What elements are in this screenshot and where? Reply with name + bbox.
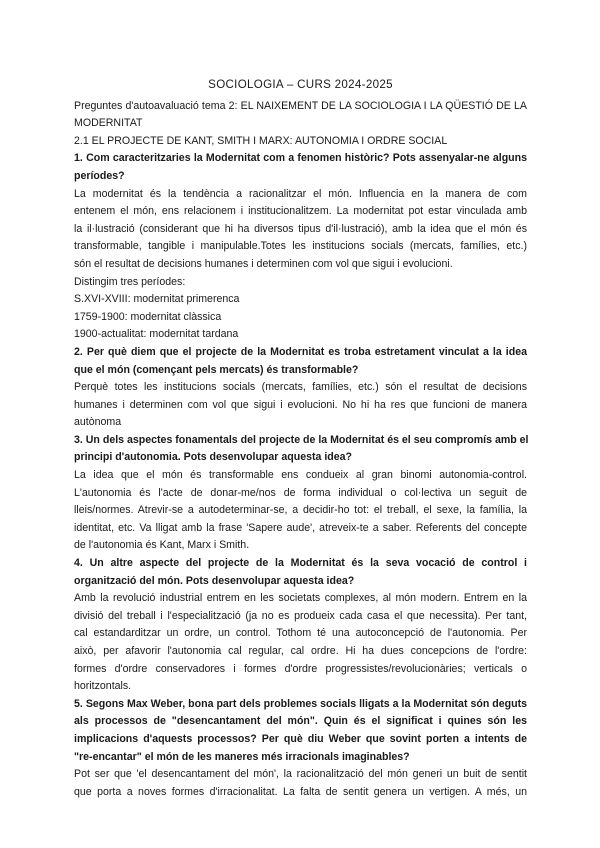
question-1: períodes? bbox=[74, 169, 125, 182]
subtitle-line: Preguntes d'autoavaluació tema 2: EL NAIXEMENT DE LA SOCIOLOGIA I LA QÜESTIÓ DE LA bbox=[74, 99, 527, 112]
answer-3-line: La idea que el món és transformable ens condueix al gran binomi autonomia-control. bbox=[74, 469, 527, 482]
answer-4-line: cal estandarditzar un ordre, un control. Tothom té una autoconcepció de l'autonomia. Per bbox=[74, 627, 527, 640]
answer-3-line: de l'autonomia és Kant, Marx i Smith. bbox=[74, 539, 250, 552]
question-3: 3. Un dels aspectes fonamentals del projecte de la Modernitat és el seu compromís amb el bbox=[74, 433, 529, 446]
answer-4-line: divisió del treball i l'especialització (ja no es produeix cada casa el que necessita). Per tant, bbox=[74, 609, 527, 622]
periods-intro: Distingim tres períodes: bbox=[74, 275, 186, 288]
question-3: principi d'autonomia. Pots desenvolupar aquesta idea? bbox=[74, 451, 353, 464]
question-5: 5. Segons Max Weber, bona part dels problemes socials lligats a la Modernitat són deguts bbox=[74, 697, 527, 710]
answer-4-line: això, per afavorir l'autonomia cal regular, cal ordre. Hi ha dues concepcions de l'ordre: bbox=[74, 645, 527, 657]
answer-3-line: L'autonomia és l'acte de donar-me/nos de forma individual o col·lectiva un seguit de bbox=[74, 486, 527, 499]
period-item: 1900-actualitat: modernitat tardana bbox=[74, 328, 239, 341]
question-2: 2. Per què diem que el projecte de la Modernitat es troba estretament vinculat a la idea bbox=[74, 345, 527, 358]
answer-4-line: horitzontals. bbox=[74, 680, 132, 693]
answer-4-line: Amb la revolució industrial entrem en les societats complexes, al món modern. Entrem en la bbox=[74, 592, 527, 605]
page-title: SOCIOLOGIA – CURS 2024-2025 bbox=[208, 78, 393, 91]
answer-1-line: La modernitat és la tendència a racionalitzar el món. Influencia en la manera de com bbox=[74, 187, 527, 200]
answer-1-line: són el resultat de decisions humanes i determinen com vol que sigui i evolucioni. bbox=[74, 257, 453, 270]
answer-3-line: identitat, etc. Va lligat amb la frase 'Sapere aude', atreveix-te a saber. Referents del concepte bbox=[74, 521, 527, 534]
answer-2-line: autònoma bbox=[74, 416, 122, 429]
period-item: 1759-1900: modernitat clàssica bbox=[74, 310, 222, 323]
question-1: 1. Com caracteritzaries la Modernitat com a fenomen històric? Pots assenyalar-ne alguns bbox=[74, 152, 527, 165]
question-4: organització del món. Pots desenvolupar aquesta idea? bbox=[74, 574, 355, 587]
answer-2-line: humanes i determinen com vol que sigui i evolucioni. No hi ha res que funcioni de manera bbox=[74, 398, 527, 411]
question-5: "re-encantar" el món de les maneres més irracionals imaginables? bbox=[74, 750, 410, 763]
answer-1-line: la il·lustració (considerant que hi ha diversos tipus d'il·lustració), amb la idea que el món és bbox=[74, 222, 527, 235]
answer-1-line: entenem el món, ens relacionem i institucionalitzem. La modernitat pot estar vinculada amb bbox=[74, 205, 527, 218]
answer-5-line: Pot ser que 'el desencantament del món', la racionalització del món generi un buit de sentit bbox=[74, 768, 527, 781]
period-item: S.XVI-XVIII: modernitat primerenca bbox=[74, 293, 240, 306]
answer-5-line: que porta a noves formes d'irracionalitat. La falta de sentit genera un vertigen. A més, un bbox=[74, 785, 527, 798]
subtitle-line: MODERNITAT bbox=[74, 117, 143, 130]
question-5: implicacions d'aquests processos? Per què diu Weber que sovint porten a intents de bbox=[74, 732, 527, 745]
question-4: 4. Un altre aspecte del projecte de la Modernitat és la seva vocació de control i bbox=[74, 557, 527, 570]
answer-1-line: transformable, tangible i manipulable.Totes les institucions socials (mercats, famílies, etc.) bbox=[74, 240, 527, 253]
question-5: als processos de "desencantament del món". Quin és el significat i quines són les bbox=[74, 715, 527, 728]
answer-4-line: formes d'ordre conservadores i formes d'ordre progressistes/revolucionàries; verticals o bbox=[74, 662, 527, 675]
section-heading: 2.1 EL PROJECTE DE KANT, SMITH I MARX: AUTONOMIA I ORDRE SOCIAL bbox=[74, 134, 448, 147]
question-2: que el món (començant pels mercats) és transformable? bbox=[74, 363, 359, 376]
answer-2-line: Perquè totes les institucions socials (mercats, famílies, etc.) són el resultat de decisions bbox=[74, 381, 527, 394]
answer-3-line: lleis/normes. Atrevir-se a autodeterminar-se, a decidir-ho tot: el treball, el sexe, la família, la bbox=[74, 504, 527, 517]
